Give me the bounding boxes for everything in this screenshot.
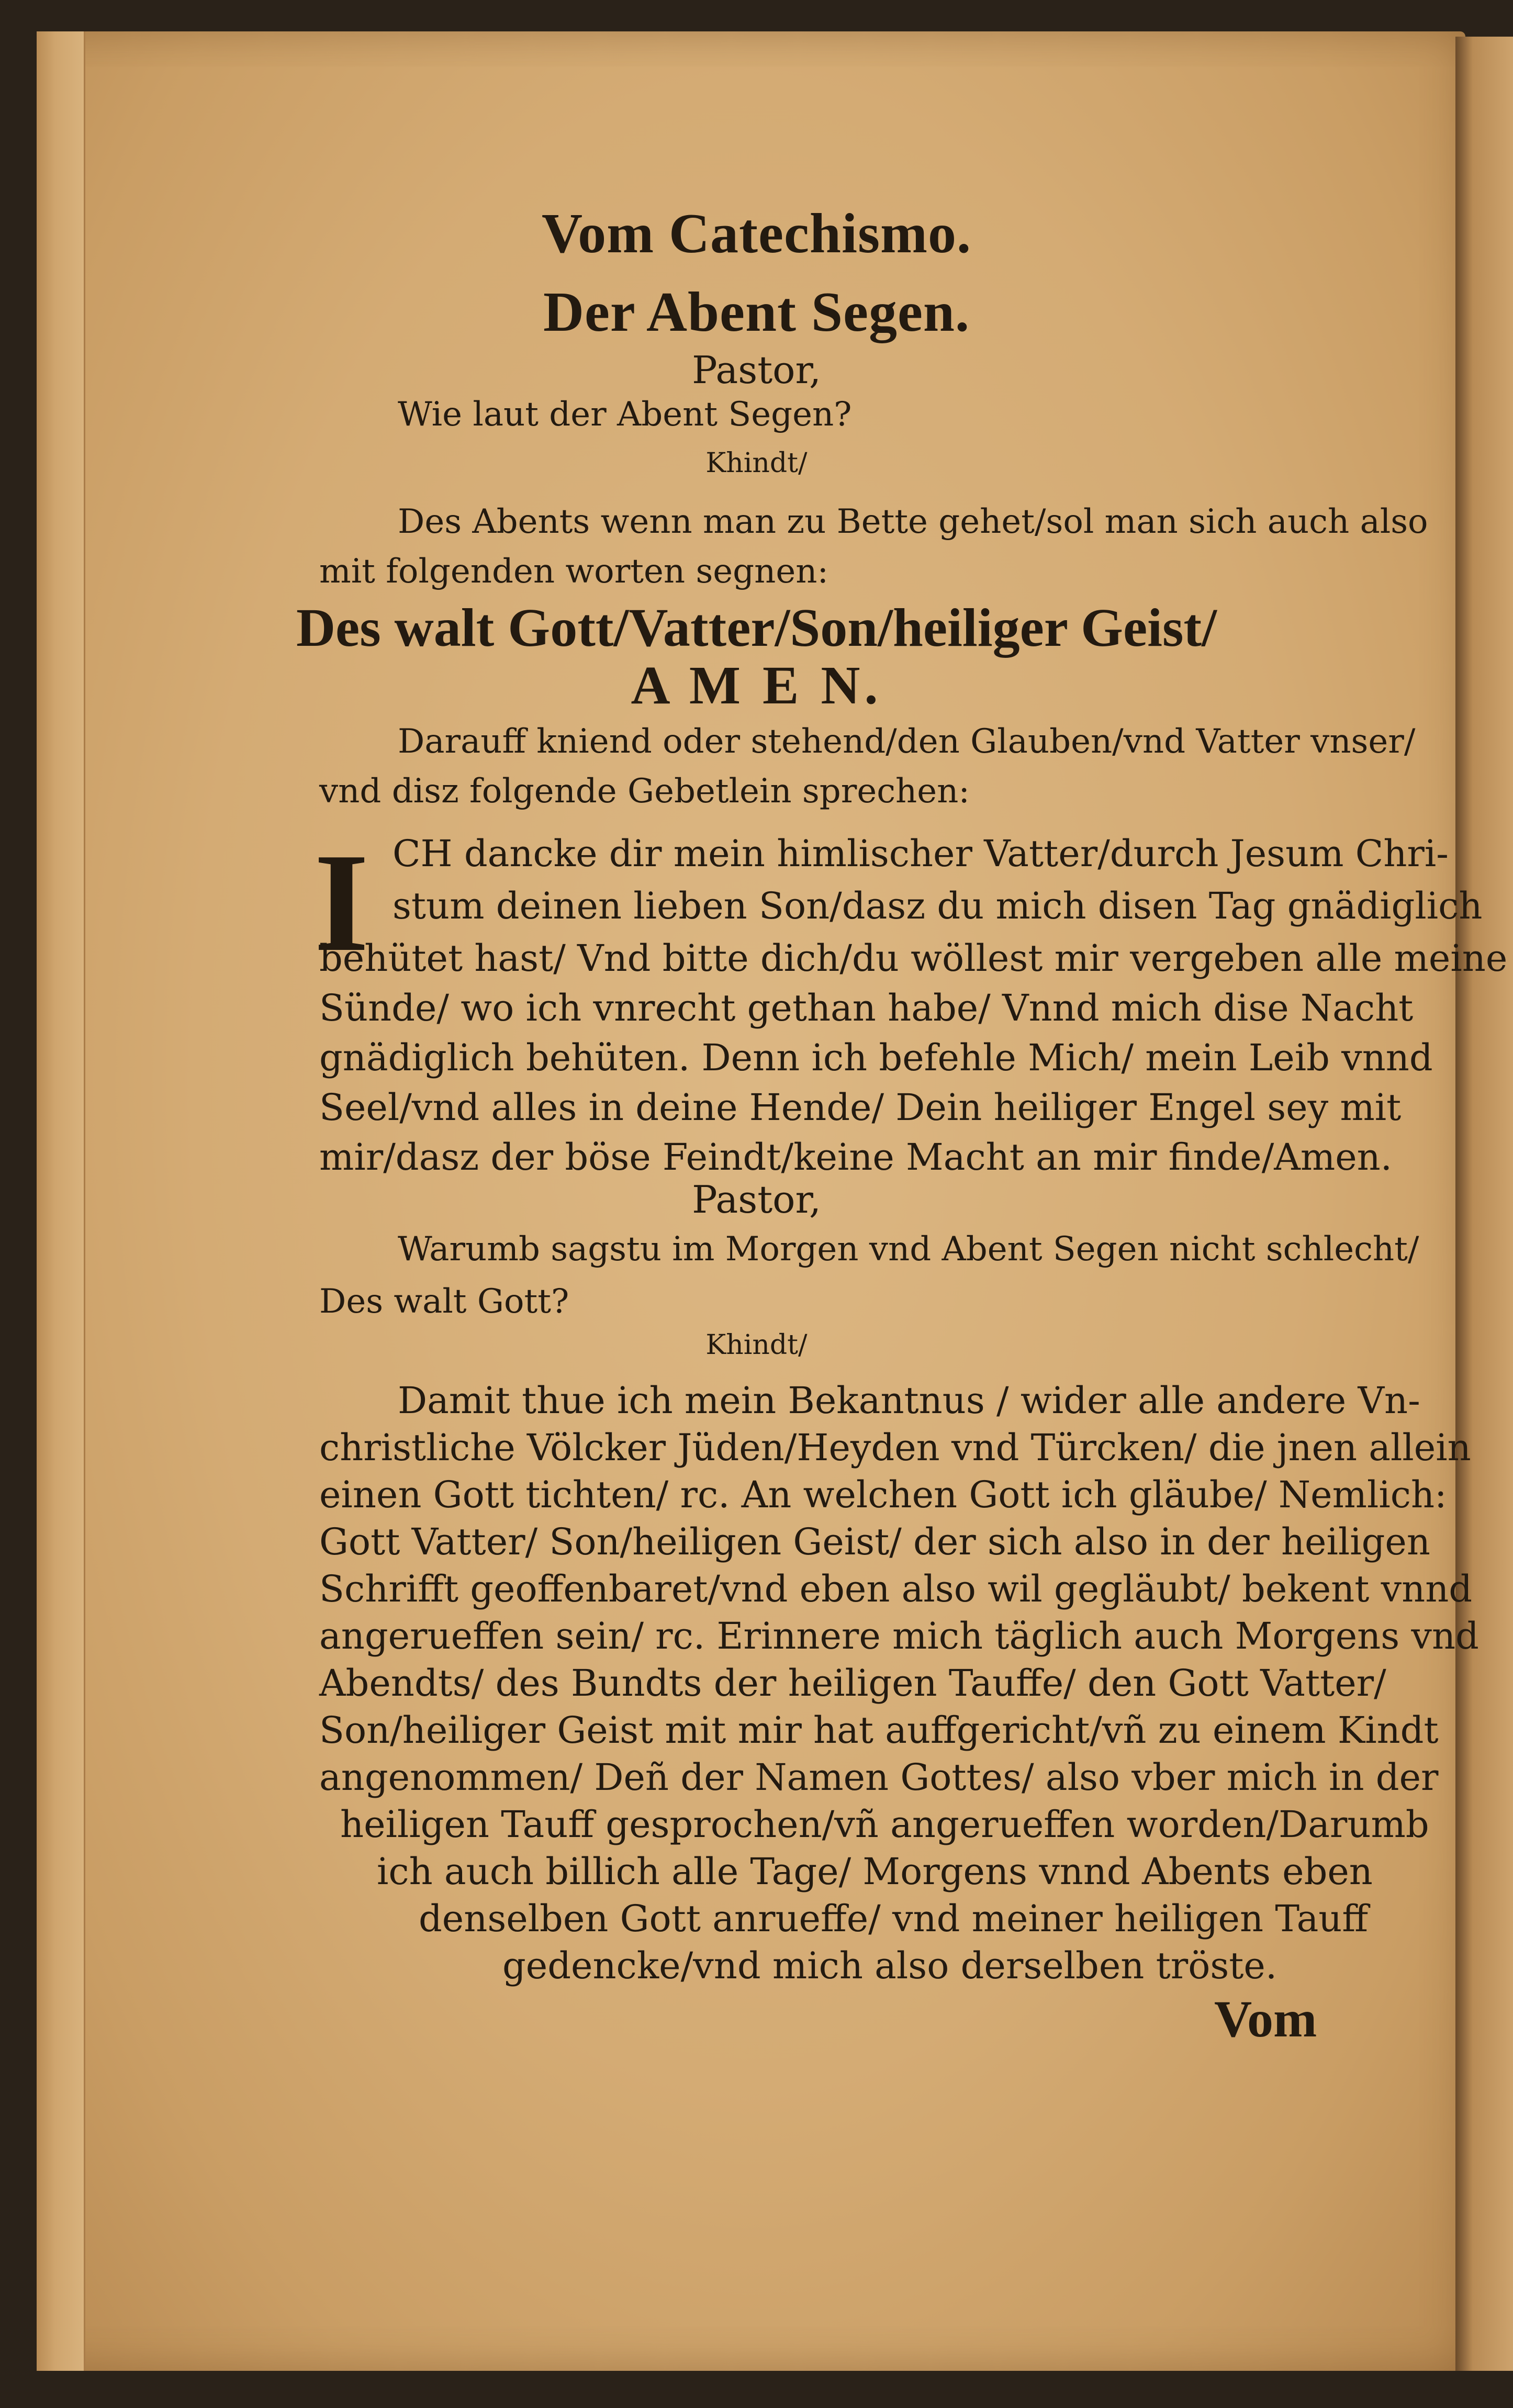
answer-2-line-6: angerueffen sein/ rc. Erinnere mich täglich auch Morgens vnd: [319, 1615, 1479, 1657]
answer-2-line-5: Schrifft geoffenbaret/vnd eben also wil gegläubt/ bekent vnnd: [319, 1567, 1473, 1610]
drop-cap-initial: I: [314, 824, 369, 981]
question-1-line-1: Wie laut der Abent Segen?: [398, 395, 852, 434]
answer-1-line-1: Des Abents wenn man zu Bette gehet/sol man sich auch also: [398, 502, 1428, 541]
section-title: Der Abent Segen.: [543, 281, 970, 343]
blessing-line-1: Des walt Gott/Vatter/Son/heiliger Geist/: [296, 598, 1217, 658]
answer-2-line-8: Son/heiliger Geist mit mir hat auffgericht/vñ zu einem Kindt: [319, 1709, 1439, 1752]
answer-2-line-12: denselben Gott anrueffe/ vnd meiner heiligen Tauff: [419, 1897, 1369, 1940]
instruction-line-2: vnd disz folgende Gebetlein sprechen:: [319, 772, 970, 811]
answer-2-line-7: Abendts/ des Bundts der heiligen Tauffe/ den Gott Vatter/: [319, 1662, 1386, 1705]
instruction-line-1: Darauff kniend oder stehend/den Glauben/vnd Vatter vnser/: [398, 722, 1416, 761]
answer-2-line-13: gedencke/vnd mich also derselben tröste.: [502, 1944, 1277, 1987]
question-2-line-1: Warumb sagstu im Morgen vnd Abent Segen nicht schlecht/: [398, 1230, 1419, 1269]
speaker-pastor-2: Pastor,: [692, 1178, 821, 1222]
answer-2-line-2: christliche Völcker Jüden/Heyden vnd Türcken/ die jnen allein: [319, 1426, 1471, 1469]
answer-2-line-11: ich auch billich alle Tage/ Morgens vnnd Abents eben: [377, 1850, 1373, 1893]
prayer-line-3: behütet hast/ Vnd bitte dich/du wöllest mir vergeben alle meine: [319, 937, 1508, 980]
catchword: Vom: [1214, 1990, 1317, 2048]
answer-1-line-2: mit folgenden worten segnen:: [319, 552, 828, 591]
prayer-line-6: Seel/vnd alles in deine Hende/ Dein heiliger Engel sey mit: [319, 1086, 1402, 1129]
prayer-line-1: CH dancke dir mein himlischer Vatter/durch Jesum Chri-: [393, 832, 1449, 875]
speaker-pastor-1: Pastor,: [692, 348, 821, 392]
prayer-line-4: Sünde/ wo ich vnrecht gethan habe/ Vnnd mich dise Nacht: [319, 987, 1414, 1029]
speaker-child-2: Khindt/: [705, 1329, 808, 1361]
answer-2-line-10: heiligen Tauff gesprochen/vñ angerueffen worden/Darumb: [340, 1803, 1429, 1846]
prayer-line-7: mir/dasz der böse Feindt/keine Macht an mir finde/Amen.: [319, 1136, 1392, 1179]
question-2-line-2: Des walt Gott?: [319, 1282, 569, 1321]
prayer-line-5: gnädiglich behüten. Denn ich befehle Mich/ mein Leib vnnd: [319, 1036, 1433, 1079]
running-title: Vom Catechismo.: [542, 203, 971, 265]
prayer-line-2: stum deinen lieben Son/dasz du mich disen Tag gnädiglich: [393, 884, 1483, 927]
answer-2-line-3: einen Gott tichten/ rc. An welchen Gott ich gläube/ Nemlich:: [319, 1473, 1447, 1516]
speaker-child-1: Khindt/: [705, 447, 808, 479]
answer-2-line-4: Gott Vatter/ Son/heiligen Geist/ der sich also in der heiligen: [319, 1520, 1430, 1563]
answer-2-line-9: angenommen/ Deñ der Namen Gottes/ also vber mich in der: [319, 1756, 1439, 1799]
blessing-line-2: A M E N.: [631, 655, 882, 715]
answer-2-line-1: Damit thue ich mein Bekantnus / wider alle andere Vn-: [398, 1379, 1420, 1422]
